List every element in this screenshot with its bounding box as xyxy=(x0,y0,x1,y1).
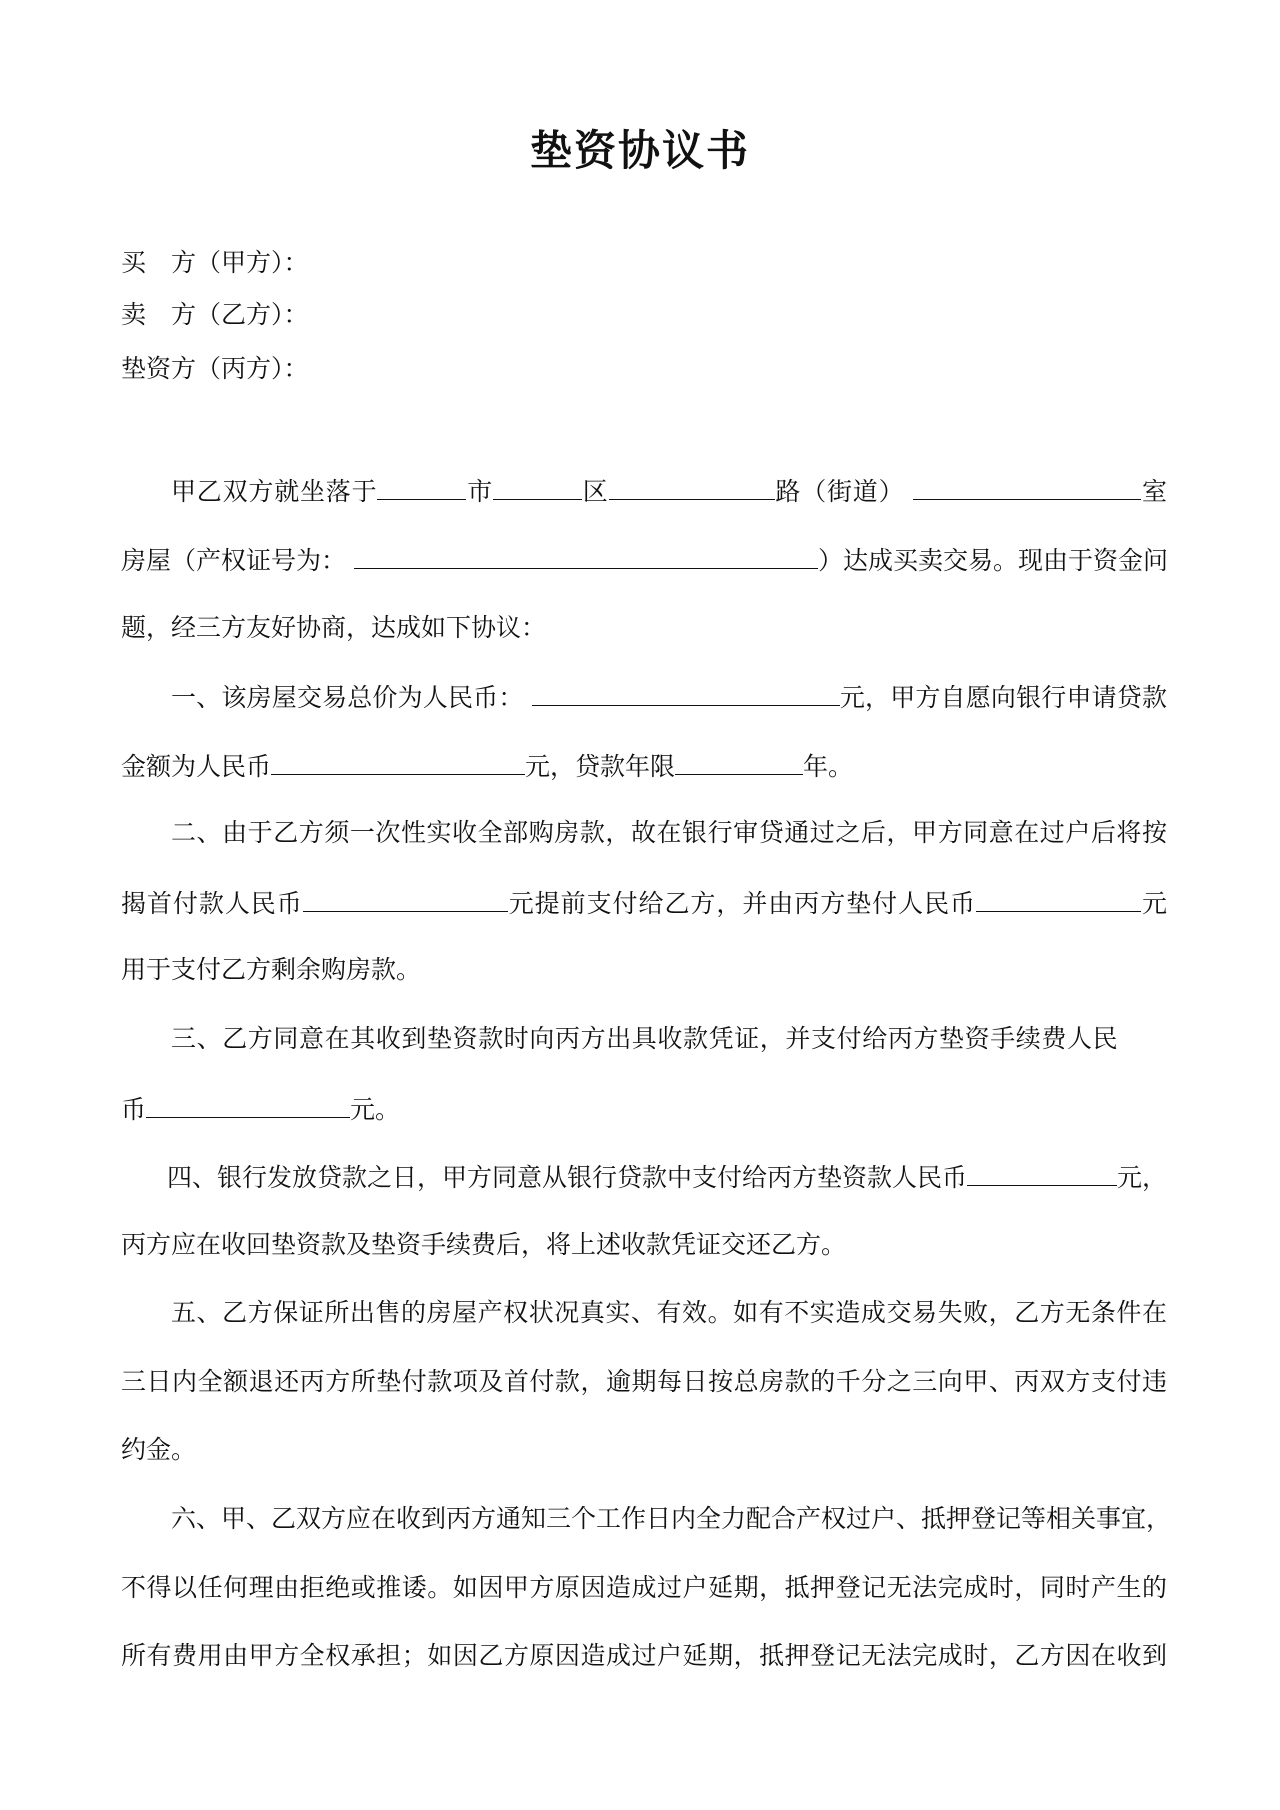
text: 室 xyxy=(1141,477,1167,506)
text: 元 xyxy=(1141,889,1167,918)
blank-fee xyxy=(146,1091,350,1118)
blank-room xyxy=(913,473,1141,500)
text: 区 xyxy=(582,477,609,506)
party-seller: 卖 方（乙方）： xyxy=(121,300,309,329)
blank-down-payment xyxy=(303,885,508,912)
clause-6-line-2: 不得以任何理由拒绝或推诿。如因甲方原因造成过户延期，抵押登记无法完成时，同时产生的 xyxy=(121,1573,1167,1602)
document-title: 垫资协议书 xyxy=(529,126,750,175)
text: 房屋（产权证号为： xyxy=(121,546,347,575)
clause-3-line-1: 三、乙方同意在其收到垫资款时向丙方出具收款凭证，并支付给丙方垫资手续费人民 xyxy=(171,1024,1119,1053)
blank-loan-years xyxy=(675,748,803,775)
clause-3-line-2 xyxy=(121,1091,1167,1127)
blank-repayment xyxy=(967,1159,1117,1186)
text: 四、银行发放贷款之日，甲方同意从银行贷款中支付给丙方垫资款人民币 xyxy=(167,1163,968,1192)
intro-line-3: 题，经三方友好协商，达成如下协议： xyxy=(121,613,547,642)
text: 元， xyxy=(1117,1163,1168,1192)
text: 年。 xyxy=(803,752,854,781)
party-financier: 垫资方（丙方）： xyxy=(121,354,309,383)
blank-district xyxy=(493,473,582,500)
blank-loan-amount xyxy=(271,748,525,775)
clause-5-line-2: 三日内全额退还丙方所垫付款项及首付款，逾期每日按总房款的千分之三向甲、丙双方支付违 xyxy=(121,1367,1167,1396)
clause-1-line-1 xyxy=(121,679,1167,715)
clause-5-line-3: 约金。 xyxy=(121,1435,197,1464)
clause-2-line-2 xyxy=(121,885,1167,921)
text: 元。 xyxy=(350,1095,401,1124)
clause-4-line-2: 丙方应在收回垫资款及垫资手续费后，将上述收款凭证交还乙方。 xyxy=(121,1230,847,1259)
text: 金额为人民币 xyxy=(121,752,272,781)
blank-total-price xyxy=(532,679,840,706)
text: 币 xyxy=(121,1095,147,1124)
text: 甲乙双方就坐落于 xyxy=(171,477,378,506)
clause-6-line-1: 六、甲、乙双方应在收到丙方通知三个工作日内全力配合产权过户、抵押登记等相关事宜， xyxy=(171,1504,1172,1533)
clause-4-line-1 xyxy=(121,1159,1167,1195)
text: 元，贷款年限 xyxy=(525,752,676,781)
text: 市 xyxy=(466,477,493,506)
text: 揭首付款人民币 xyxy=(121,889,303,918)
clause-5-line-1: 五、乙方保证所出售的房屋产权状况真实、有效。如有不实造成交易失败，乙方无条件在 xyxy=(171,1298,1167,1327)
text: 路（街道） xyxy=(774,477,905,506)
intro-line-2 xyxy=(121,542,1167,578)
blank-road xyxy=(609,473,775,500)
clause-1-line-2 xyxy=(121,748,1167,784)
text: 元，甲方自愿向银行申请贷款 xyxy=(839,683,1167,712)
text: ）达成买卖交易。现由于资金问 xyxy=(817,546,1168,575)
blank-advance-amount xyxy=(976,885,1141,912)
intro-line-1 xyxy=(121,473,1167,509)
text: 元提前支付给乙方，并由丙方垫付人民币 xyxy=(507,889,976,918)
blank-certificate xyxy=(354,542,818,569)
blank-city xyxy=(377,473,466,500)
clause-2-line-1: 二、由于乙方须一次性实收全部购房款，故在银行审贷通过之后，甲方同意在过户后将按 xyxy=(171,818,1167,847)
clause-2-line-3: 用于支付乙方剩余购房款。 xyxy=(121,955,422,984)
party-buyer: 买 方（甲方）： xyxy=(121,248,309,277)
text: 一、该房屋交易总价为人民币： xyxy=(171,683,524,712)
clause-6-line-3: 所有费用由甲方全权承担；如因乙方原因造成过户延期，抵押登记无法完成时，乙方因在收到 xyxy=(121,1641,1167,1670)
